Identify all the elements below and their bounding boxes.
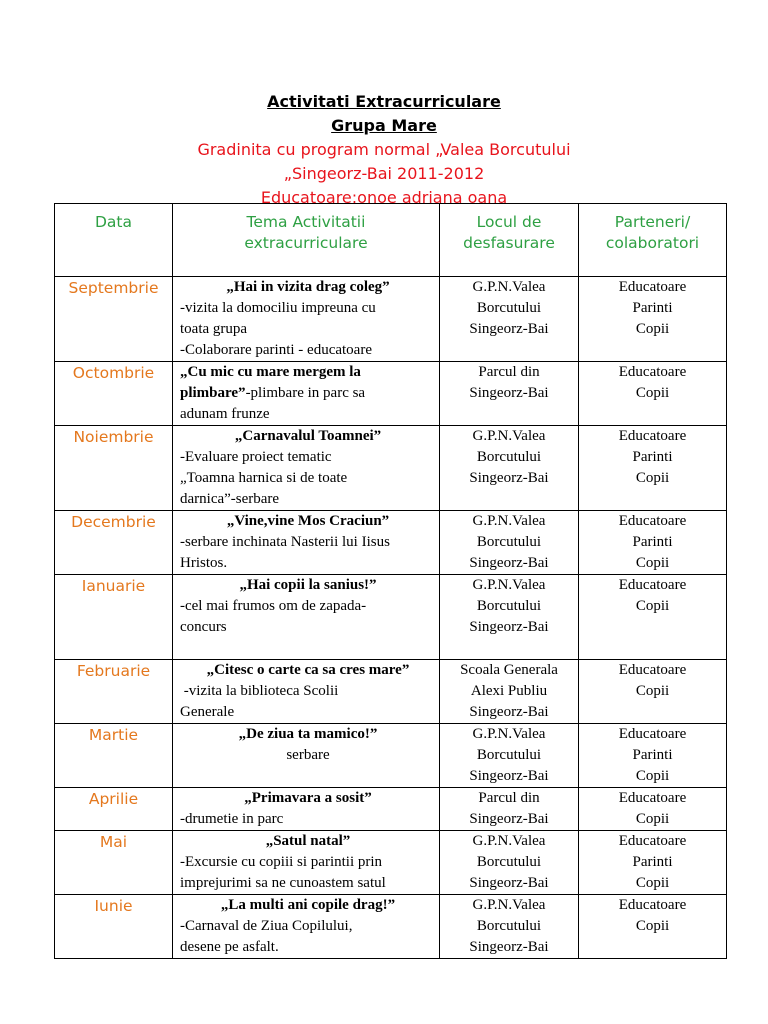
- activity-desc: -serbare inchinata Nasterii lui Iisus: [180, 534, 390, 550]
- activity-desc: -Colaborare parinti - educatoare: [180, 342, 372, 358]
- activity-desc: Hristos.: [180, 555, 228, 571]
- table-row: [55, 362, 727, 426]
- column-header-tema: Tema Activitatii extracurriculare: [173, 204, 440, 277]
- tema-cell: [173, 660, 440, 724]
- table-header-row: [55, 204, 727, 277]
- table-row: [55, 511, 727, 575]
- table-row: [55, 660, 727, 724]
- location-cell: G.P.N.Valea Borcutului Singeorz-Bai: [440, 831, 579, 895]
- activity-desc: adunam frunze: [180, 406, 270, 422]
- activity-desc: -Carnaval de Ziua Copilului,: [180, 918, 353, 934]
- partners-cell: Educatoare Parinti Copii: [579, 511, 727, 575]
- partners-cell: Educatoare Parinti Copii: [579, 426, 727, 511]
- activity-desc: darnica”-serbare: [180, 491, 280, 507]
- tema-cell: [173, 831, 440, 895]
- table-row: [55, 426, 727, 511]
- month-cell: Februarie: [55, 660, 173, 724]
- table-row: [55, 788, 727, 831]
- tema-cell: [173, 362, 440, 426]
- activity-title-cont: plimbare”: [180, 385, 246, 401]
- tema-cell: [173, 895, 440, 959]
- partners-cell: Educatoare Copii: [579, 788, 727, 831]
- month-cell: Noiembrie: [55, 426, 173, 511]
- activity-title: „Satul natal”: [265, 833, 351, 849]
- column-header-parteneri: Parteneri/ colaboratori: [579, 204, 727, 277]
- location-cell: Scoala Generala Alexi Publiu Singeorz-Bai: [440, 660, 579, 724]
- activity-desc: -drumetie in parc: [180, 811, 284, 827]
- activity-title: „Hai copii la sanius!”: [239, 577, 377, 593]
- column-header-loc: Locul de desfasurare: [440, 204, 579, 277]
- location-cell: G.P.N.Valea Borcutului Singeorz-Bai: [440, 575, 579, 660]
- location-cell: Parcul din Singeorz-Bai: [440, 788, 579, 831]
- tema-cell: [173, 575, 440, 660]
- activity-desc: desene pe asfalt.: [180, 939, 279, 955]
- month-cell: Mai: [55, 831, 173, 895]
- partners-cell: Educatoare Copii: [579, 660, 727, 724]
- activity-desc: -vizita la domociliu impreuna cu: [180, 300, 376, 316]
- activity-desc: -Excursie cu copiii si parintii prin: [180, 854, 383, 870]
- activity-desc: Generale: [180, 704, 235, 720]
- activity-desc: -cel mai frumos om de zapada-: [180, 598, 367, 614]
- month-cell: Iunie: [55, 895, 173, 959]
- partners-cell: Educatoare Copii: [579, 362, 727, 426]
- activity-desc: toata grupa: [180, 321, 248, 337]
- tema-cell: [173, 788, 440, 831]
- month-cell: Aprilie: [55, 788, 173, 831]
- table-row: [55, 895, 727, 959]
- table-row: [55, 575, 727, 660]
- activity-desc: imprejurimi sa ne cunoastem satul: [180, 875, 386, 891]
- group-title: Grupa Mare: [331, 116, 437, 135]
- activity-title: „Vine,vine Mos Craciun”: [226, 513, 390, 529]
- location-cell: G.P.N.Valea Borcutului Singeorz-Bai: [440, 277, 579, 362]
- location-cell: G.P.N.Valea Borcutului Singeorz-Bai: [440, 724, 579, 788]
- activity-title: „Cu mic cu mare mergem la: [180, 364, 361, 380]
- tema-cell: [173, 511, 440, 575]
- location-cell: Parcul din Singeorz-Bai: [440, 362, 579, 426]
- activity-title: „Carnavalul Toamnei”: [234, 428, 382, 444]
- kindergarten-name: Gradinita cu program normal „Valea Borcutului: [197, 140, 571, 159]
- activity-desc: serbare: [286, 747, 330, 763]
- column-header-data: Data: [55, 204, 173, 277]
- activity-desc: -Evaluare proiect tematic: [180, 449, 332, 465]
- activity-title: „De ziua ta mamico!”: [238, 726, 378, 742]
- partners-cell: Educatoare Parinti Copii: [579, 831, 727, 895]
- tema-cell: [173, 277, 440, 362]
- activity-desc: -vizita la biblioteca Scolii: [180, 683, 339, 699]
- activity-desc: „Toamna harnica si de toate: [180, 470, 348, 486]
- table-row: [55, 277, 727, 362]
- activity-desc: -plimbare in parc sa: [245, 385, 366, 401]
- activity-desc: concurs: [180, 619, 227, 635]
- location-year: „Singeorz-Bai 2011-2012: [283, 164, 485, 183]
- document-title: Activitati Extracurriculare: [267, 92, 501, 111]
- tema-cell: [173, 724, 440, 788]
- activity-title: „Hai in vizita drag coleg”: [226, 279, 390, 295]
- location-cell: G.P.N.Valea Borcutului Singeorz-Bai: [440, 895, 579, 959]
- educator-name: Educatoare:onoe adriana oana: [260, 188, 508, 207]
- location-cell: G.P.N.Valea Borcutului Singeorz-Bai: [440, 511, 579, 575]
- partners-cell: Educatoare Copii: [579, 575, 727, 660]
- table-row: [55, 831, 727, 895]
- activity-title: „Primavara a sosit”: [244, 790, 372, 806]
- month-cell: Martie: [55, 724, 173, 788]
- partners-cell: Educatoare Parinti Copii: [579, 724, 727, 788]
- month-cell: Decembrie: [55, 511, 173, 575]
- tema-cell: [173, 426, 440, 511]
- month-cell: Ianuarie: [55, 575, 173, 660]
- partners-cell: Educatoare Copii: [579, 895, 727, 959]
- month-cell: Octombrie: [55, 362, 173, 426]
- partners-cell: Educatoare Parinti Copii: [579, 277, 727, 362]
- activities-table: [54, 203, 727, 959]
- table-row: [55, 724, 727, 788]
- month-cell: Septembrie: [55, 277, 173, 362]
- activity-title: „Citesc o carte ca sa cres mare”: [206, 662, 410, 678]
- location-cell: G.P.N.Valea Borcutului Singeorz-Bai: [440, 426, 579, 511]
- activity-title: „La multi ani copile drag!”: [220, 897, 396, 913]
